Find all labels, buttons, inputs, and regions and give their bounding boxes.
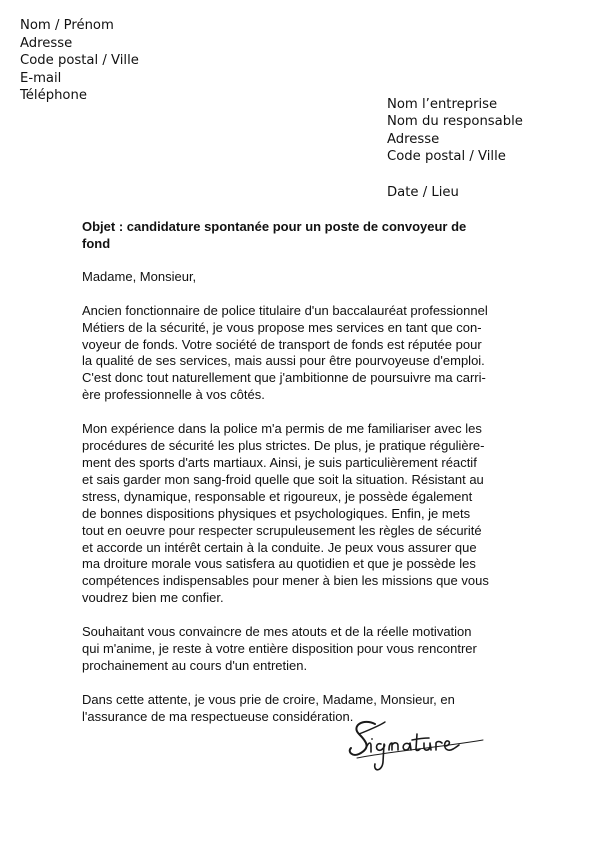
body-line: et sais garder mon sang-froid quelle que soit la situation. Résistant au bbox=[82, 471, 484, 487]
body-line: Ancien fonctionnaire de police titulaire d'un baccalauréat professionnel bbox=[82, 302, 488, 318]
body-line: Mon expérience dans la police m'a permis de me familiariser avec les bbox=[82, 421, 482, 437]
body-line: procédures de sécurité les plus strictes. De plus, je pratique régulière- bbox=[82, 438, 485, 454]
recipient-block bbox=[387, 96, 523, 166]
sender-email: E-mail bbox=[20, 70, 62, 86]
sender-address: Adresse bbox=[20, 35, 73, 51]
salutation: Madame, Monsieur, bbox=[82, 268, 197, 284]
body-line: Dans cette attente, je vous prie de croire, Madame, Monsieur, en bbox=[82, 691, 455, 707]
subject-line: fond bbox=[82, 235, 111, 251]
body-line: ère professionnelle à vos côtés. bbox=[82, 387, 265, 403]
body-line: voyeur de fonds. Votre société de transport de fonds est réputée pour bbox=[82, 336, 482, 352]
paragraph-experience bbox=[82, 421, 507, 607]
recipient-manager: Nom du responsable bbox=[387, 114, 523, 130]
body-line: ma droiture morale vous satisfera au quotidien et que je possède les bbox=[82, 556, 476, 572]
body-line: l'assurance de ma respectueuse considération. bbox=[82, 708, 354, 724]
body-line: Souhaitant vous convaincre de mes atouts et de la réelle motivation bbox=[82, 624, 472, 640]
subject-line: Objet : candidature spontanée pour un poste de convoyeur de bbox=[82, 219, 467, 234]
body-line: ment des sports d'arts martiaux. Ainsi, je suis particulièrement réactif bbox=[82, 454, 477, 470]
letter-body bbox=[82, 219, 507, 743]
body-line: C'est donc tout naturellement que j'ambitionne de poursuivre ma carri- bbox=[82, 370, 486, 386]
paragraph-intro bbox=[82, 303, 507, 404]
body-line: voudrez bien me confier. bbox=[82, 590, 224, 606]
sender-name: Nom / Prénom bbox=[20, 18, 114, 33]
letter-subject bbox=[82, 219, 507, 253]
body-line: prochainement au cours d'un entretien. bbox=[82, 657, 308, 673]
body-line: qui m'anime, je reste à votre entière disposition pour vous rencontrer bbox=[82, 641, 477, 657]
body-line: tout en oeuvre pour respecter scrupuleusement les règles de sécurité bbox=[82, 522, 482, 538]
body-line: la qualité de ses services, mais aussi pour être pourvoyeuse d'emploi. bbox=[82, 353, 485, 369]
body-line: et accorde un intérêt certain à la conduite. Je peux vous assurer que bbox=[82, 539, 477, 555]
recipient-company: Nom l’entreprise bbox=[387, 97, 498, 112]
recipient-postal-city: Code postal / Ville bbox=[387, 149, 506, 165]
sender-phone: Téléphone bbox=[20, 88, 87, 104]
sender-postal-city: Code postal / Ville bbox=[20, 53, 139, 69]
body-line: stress, dynamique, responsable et rigoureux, je possède également bbox=[82, 488, 473, 504]
paragraph-motivation bbox=[82, 624, 507, 675]
body-line: Métiers de la sécurité, je vous propose mes services en tant que con- bbox=[82, 319, 482, 335]
sender-block bbox=[20, 17, 139, 105]
body-line: de bonnes dispositions physiques et psychologiques. Enfin, je mets bbox=[82, 505, 471, 521]
recipient-address: Adresse bbox=[387, 131, 440, 147]
date-place: Date / Lieu bbox=[387, 185, 459, 200]
body-line: compétences indispensables pour mener à bien les missions que vous bbox=[82, 573, 489, 589]
handwritten-signature bbox=[345, 712, 495, 787]
